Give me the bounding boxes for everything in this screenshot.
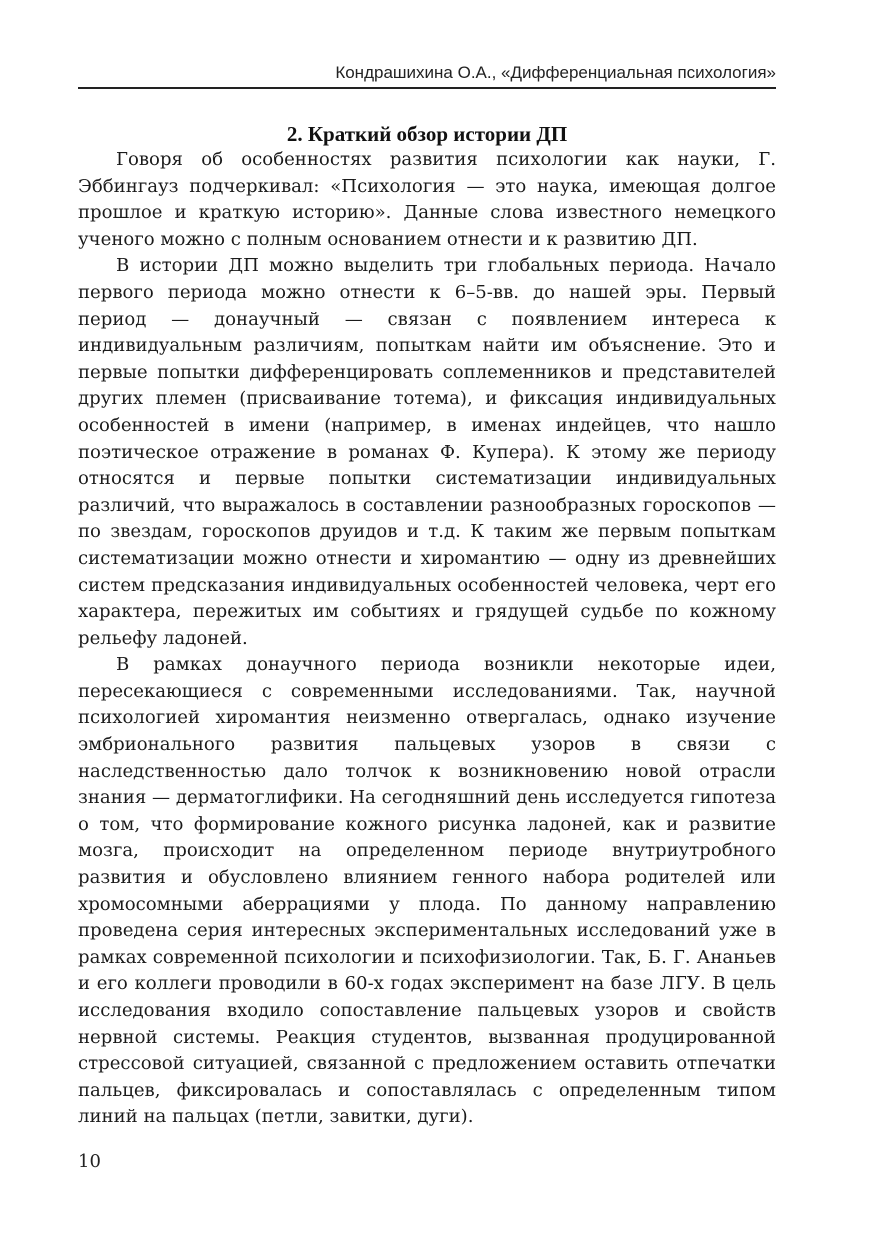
header-rule <box>78 87 776 89</box>
paragraph-2: В истории ДП можно выделить три глобальных периода. Начало первого периода можно отнести к 6–5-вв. до нашей эры. Первый период — донаучный — связан с появлением интереса к индивидуальным различиям, попыткам найти им объяснение. Это и первые попытки дифференцировать соплеменников и представителей других племен (присваивание тотема), и фиксация индивидуальных особенностей в имени (например, в именах индейцев, что нашло поэтическое отражение в романах Ф. Купера). К этому же периоду относятся и первые попытки систематизации индивидуальных различий, что выражалось в составлении разнообразных гороскопов — по звездам, гороскопов друидов и т.д. К таким же первым попыткам систематизации можно отнести и хиромантию — одну из древнейших систем предсказания индивидуальных особенностей человека, черт его характера, пережитых им событиях и грядущей судьбе по кожному рельефу ладоней. <box>78 255 776 649</box>
page-number: 10 <box>78 1151 101 1172</box>
paragraph-3: В рамках донаучного периода возникли некоторые идеи, пересекающиеся с современными исследованиями. Так, научной психологией хиромантия неизменно отвергалась, однако изучение эмбрионального развития пальцевых узоров в связи с наследственностью дало толчок к возникновению новой отрасли знания — дерматоглифики. На сегодняшний день исследуется гипотеза о том, что формирование кожного рисунка ладоней, как и развитие мозга, происходит на определенном периоде внутриутробного развития и обусловлено влиянием генного набора родителей или хромосомными аберрациями у плода. По данному направлению проведена серия интересных экспериментальных исследований уже в рамках современной психологии и психофизиологии. Так, Б. Г. Ананьев и его коллеги проводили в 60-х годах эксперимент на базе ЛГУ. В цель исследования входило сопоставление пальцевых узоров и свойств нервной системы. Реакция студентов, вызванная продуцированной стрессовой ситуацией, связанной с предложением оставить отпечатки пальцев, фиксировалась и сопоставлялась с определенным типом линий на пальцах (петли, завитки, дуги). <box>78 654 776 1128</box>
body-text <box>78 147 776 1131</box>
paragraph-1: Говоря об особенностях развития психологии как науки, Г. Эббингауз подчеркивал: «Психология — это наука, имеющая долгое прошлое и краткую историю». Данные слова известного немецкого ученого можно с полным основанием отнести и к развитию ДП. <box>78 149 776 250</box>
section-title: 2. Краткий обзор истории ДП <box>286 122 568 147</box>
running-header: Кондрашихина О.А., «Дифференциальная психология» <box>335 63 776 82</box>
